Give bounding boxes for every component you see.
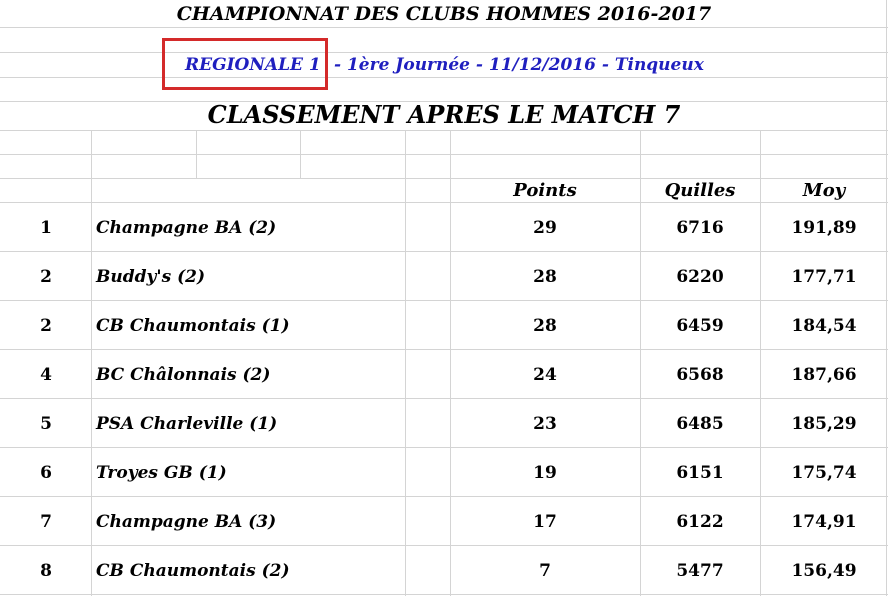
quilles-cell: 5477 — [676, 561, 724, 581]
quilles-cell: 6151 — [676, 463, 724, 483]
team-cell: Champagne BA (3) — [96, 512, 277, 532]
rank-cell: 2 — [40, 316, 52, 336]
division-label: REGIONALE 1 — [185, 55, 321, 75]
team-cell: Troyes GB (1) — [96, 463, 227, 483]
moy-cell: 177,71 — [791, 267, 857, 287]
division-highlight-box — [162, 38, 328, 90]
rank-cell: 6 — [40, 463, 52, 483]
points-cell: 29 — [533, 218, 557, 238]
rank-cell: 5 — [40, 414, 52, 434]
quilles-cell: 6122 — [676, 512, 724, 532]
team-cell: CB Chaumontais (1) — [96, 316, 290, 336]
team-cell: BC Châlonnais (2) — [96, 365, 271, 385]
rank-cell: 7 — [40, 512, 52, 532]
rank-cell: 4 — [40, 365, 52, 385]
points-cell: 7 — [539, 561, 551, 581]
column-header-quilles: Quilles — [664, 180, 736, 201]
team-cell: CB Chaumontais (2) — [96, 561, 290, 581]
points-cell: 23 — [533, 414, 557, 434]
moy-cell: 156,49 — [791, 561, 857, 581]
event-info: - 1ère Journée - 11/12/2016 - Tinqueux — [334, 55, 704, 75]
rank-cell: 1 — [40, 218, 52, 238]
quilles-cell: 6459 — [676, 316, 724, 336]
moy-cell: 185,29 — [791, 414, 857, 434]
moy-cell: 174,91 — [791, 512, 857, 532]
points-cell: 24 — [533, 365, 557, 385]
moy-cell: 184,54 — [791, 316, 857, 336]
points-cell: 17 — [533, 512, 557, 532]
points-cell: 28 — [533, 316, 557, 336]
team-cell: Buddy's (2) — [96, 267, 205, 287]
page-title: CHAMPIONNAT DES CLUBS HOMMES 2016-2017 — [176, 3, 712, 25]
column-header-moy: Moy — [802, 180, 846, 201]
column-header-points: Points — [513, 180, 577, 201]
points-cell: 28 — [533, 267, 557, 287]
rank-cell: 2 — [40, 267, 52, 287]
moy-cell: 191,89 — [791, 218, 857, 238]
moy-cell: 175,74 — [791, 463, 857, 483]
rank-cell: 8 — [40, 561, 52, 581]
quilles-cell: 6220 — [676, 267, 724, 287]
quilles-cell: 6716 — [676, 218, 724, 238]
moy-cell: 187,66 — [791, 365, 857, 385]
quilles-cell: 6485 — [676, 414, 724, 434]
points-cell: 19 — [533, 463, 557, 483]
quilles-cell: 6568 — [676, 365, 724, 385]
team-cell: PSA Charleville (1) — [96, 414, 278, 434]
ranking-heading: CLASSEMENT APRES LE MATCH 7 — [207, 100, 681, 129]
team-cell: Champagne BA (2) — [96, 218, 277, 238]
